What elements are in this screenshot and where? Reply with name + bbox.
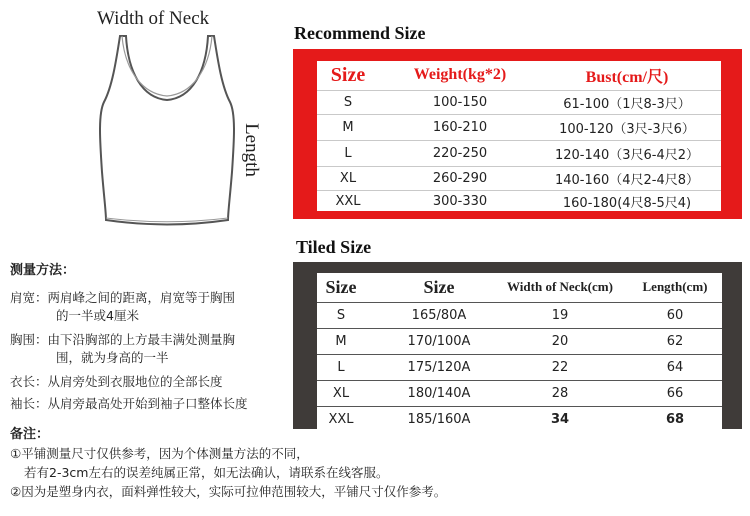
method-chest-line2: 围，就为身高的一半 — [56, 350, 169, 365]
method-shoulder-line1: 肩宽：两肩峰之间的距离，肩宽等于胸围 — [10, 290, 236, 305]
table-row: S 165/80A 19 60 — [336, 308, 684, 323]
width-of-neck-label: Width of Neck — [97, 8, 210, 29]
table-row: M 170/100A 20 62 — [335, 334, 684, 349]
recommend-size-title: Recommend Size — [294, 23, 426, 43]
method-shoulder-line2: 的一半或4厘米 — [56, 308, 139, 323]
note-1-line2: 若有2-3cm左右的误差纯属正常，如无法确认，请联系在线客服。 — [24, 465, 389, 480]
table-row: L 220-250 120-140（3尺6-4尺2） — [344, 145, 700, 163]
table-row: M 160-210 100-120（3尺-3尺6） — [342, 119, 695, 137]
header-width-of-neck: Width of Neck(cm) — [507, 279, 613, 294]
recommend-size-table — [317, 61, 721, 211]
table-row: S 100-150 61-100（1尺8-3尺） — [343, 94, 691, 112]
header-weight: Weight(kg*2) — [413, 66, 507, 83]
header-bust: Bust(cm/尺) — [585, 68, 669, 86]
header-size: Size — [330, 63, 366, 86]
tank-top-illustration — [92, 32, 242, 232]
method-title: 测量方法： — [10, 263, 76, 278]
header-size: Size — [325, 276, 357, 297]
tiled-size-table — [317, 273, 722, 431]
header-body-size: Size — [423, 276, 455, 297]
header-length: Length(cm) — [642, 279, 708, 294]
notes-title: 备注： — [10, 427, 50, 442]
note-2: ②因为是塑身内衣，面料弹性较大，实际可拉伸范围较大，平铺尺寸仅作参考。 — [10, 484, 447, 499]
tiled-size-title: Tiled Size — [296, 237, 372, 257]
table-row: XL 180/140A 28 66 — [332, 386, 684, 401]
table-header-row — [317, 61, 721, 89]
table-row: XL 260-290 140-160（4尺2-4尺8） — [339, 170, 700, 188]
table-row: XXL 300-330 160-180(4尺8-5尺4) — [335, 193, 692, 211]
length-label: Length — [241, 123, 262, 177]
table-row: XXL 185/160A 34 68 — [328, 411, 685, 427]
method-length: 衣长：从肩旁处到衣服地位的全部长度 — [10, 374, 223, 389]
tank-top-outline-icon — [92, 32, 242, 232]
method-chest-line1: 胸围：由下沿胸部的上方最丰满处测量胸 — [10, 332, 236, 347]
method-sleeve: 袖长：从肩旁最高处开始到袖子口整体长度 — [10, 396, 248, 411]
table-row: L 175/120A 22 64 — [337, 360, 684, 375]
note-1-line1: ①平铺测量尺寸仅供参考，因为个体测量方法的不同， — [10, 446, 309, 461]
table-header-row — [317, 273, 722, 301]
